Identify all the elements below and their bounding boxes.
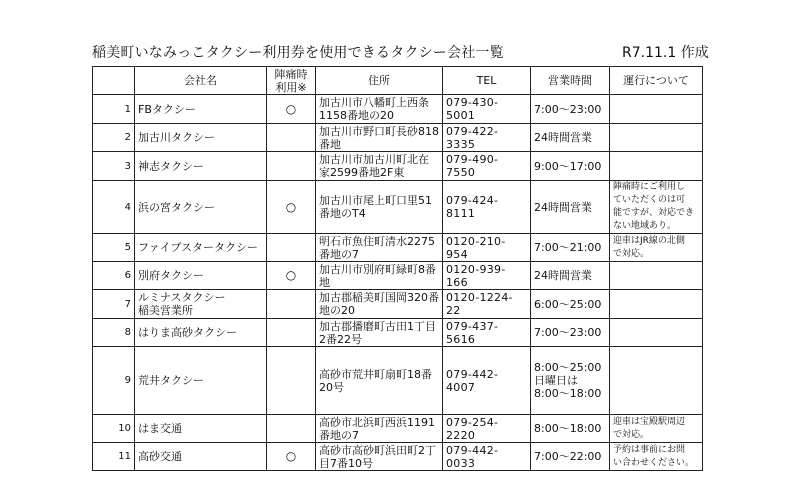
- company-address: 加古郡播磨町古田1丁目 2番22号: [316, 319, 443, 347]
- labor-use-mark: [267, 152, 316, 181]
- company-tel: 079-424-8111: [443, 181, 531, 234]
- header-hours: 営業時間: [531, 67, 610, 95]
- row-number: 5: [93, 234, 135, 262]
- row-number: 6: [93, 262, 135, 290]
- company-address: 明石市魚住町清水2275 番地の7: [316, 234, 443, 262]
- company-name: 荒井タクシー: [135, 347, 267, 415]
- company-name: 加古川タクシー: [135, 124, 267, 152]
- company-address: 加古郡稲美町国岡320番 地の20: [316, 290, 443, 319]
- row-number: 9: [93, 347, 135, 415]
- table-row: [93, 181, 703, 234]
- operation-note: [610, 319, 703, 347]
- labor-use-mark: [267, 415, 316, 443]
- business-hours: 24時間営業: [531, 124, 610, 152]
- company-name: 別府タクシー: [135, 262, 267, 290]
- labor-use-mark: [267, 124, 316, 152]
- table-row: [93, 152, 703, 181]
- company-name: ルミナスタクシー 稲美営業所: [135, 290, 267, 319]
- operation-note: [610, 152, 703, 181]
- row-number: 8: [93, 319, 135, 347]
- business-hours: 7:00～23:00: [531, 95, 610, 124]
- company-address: 高砂市荒井町扇町18番 20号: [316, 347, 443, 415]
- business-hours: 7:00～22:00: [531, 443, 610, 471]
- company-name: 高砂交通: [135, 443, 267, 471]
- company-address: 加古川市尾上町口里51 番地のT4: [316, 181, 443, 234]
- labor-use-mark: [267, 319, 316, 347]
- labor-use-mark: ○: [267, 443, 316, 471]
- labor-use-mark: [267, 347, 316, 415]
- business-hours: 9:00～17:00: [531, 152, 610, 181]
- row-number: 4: [93, 181, 135, 234]
- company-name: はま交通: [135, 415, 267, 443]
- company-address: 加古川市八幡町上西条 1158番地の20: [316, 95, 443, 124]
- row-number: 3: [93, 152, 135, 181]
- header-row: [93, 67, 703, 95]
- operation-note: [610, 290, 703, 319]
- header-note: 運行について: [610, 67, 703, 95]
- table-row: [93, 95, 703, 124]
- business-hours: 24時間営業: [531, 262, 610, 290]
- labor-use-mark: ○: [267, 262, 316, 290]
- labor-use-mark: ○: [267, 181, 316, 234]
- operation-note: 予約は事前にお問 い合わせください。: [610, 443, 703, 471]
- company-tel: 079-254-2220: [443, 415, 531, 443]
- table-row: [93, 290, 703, 319]
- business-hours: 7:00～21:00: [531, 234, 610, 262]
- company-tel: 079-437-5616: [443, 319, 531, 347]
- company-address: 加古川市加古川町北在 家2599番地2F東: [316, 152, 443, 181]
- operation-note: 迎車はJR線の北側 で対応。: [610, 234, 703, 262]
- company-tel: 0120-1224-22: [443, 290, 531, 319]
- company-name: 浜の宮タクシー: [135, 181, 267, 234]
- document-date: R7.11.1 作成: [622, 45, 709, 61]
- business-hours: 6:00～25:00: [531, 290, 610, 319]
- labor-use-mark: ○: [267, 95, 316, 124]
- row-number: 7: [93, 290, 135, 319]
- company-address: 加古川市別府町緑町8番 地: [316, 262, 443, 290]
- table-row: [93, 347, 703, 415]
- header-company: 会社名: [135, 67, 267, 95]
- labor-use-mark: [267, 234, 316, 262]
- company-tel: 079-430-5001: [443, 95, 531, 124]
- operation-note: 陣痛時にご利用し ていただくのは可 能ですが、対応でき ない地域あり。: [610, 181, 703, 234]
- company-name: FBタクシー: [135, 95, 267, 124]
- row-number: 11: [93, 443, 135, 471]
- table-row: [93, 443, 703, 471]
- header-tel: TEL: [443, 67, 531, 95]
- operation-note: [610, 124, 703, 152]
- table-row: [93, 319, 703, 347]
- company-name: 神志タクシー: [135, 152, 267, 181]
- company-tel: 079-422-3335: [443, 124, 531, 152]
- table-row: [93, 234, 703, 262]
- header-no: [93, 67, 135, 95]
- business-hours: 8:00～18:00: [531, 415, 610, 443]
- business-hours: 7:00～23:00: [531, 319, 610, 347]
- operation-note: 迎車は宝殿駅周辺 で対応。: [610, 415, 703, 443]
- operation-note: [610, 347, 703, 415]
- company-address: 高砂市北浜町西浜1191 番地の7: [316, 415, 443, 443]
- row-number: 2: [93, 124, 135, 152]
- company-name: はりま高砂タクシー: [135, 319, 267, 347]
- table-row: [93, 415, 703, 443]
- company-tel: 079-442-4007: [443, 347, 531, 415]
- operation-note: [610, 262, 703, 290]
- business-hours: 24時間営業: [531, 181, 610, 234]
- company-address: 高砂市高砂町浜田町2丁 目7番10号: [316, 443, 443, 471]
- company-tel: 079-490-7550: [443, 152, 531, 181]
- header-address: 住所: [316, 67, 443, 95]
- table-row: [93, 124, 703, 152]
- company-tel: 079-442-0033: [443, 443, 531, 471]
- table-row: [93, 262, 703, 290]
- row-number: 1: [93, 95, 135, 124]
- company-tel: 0120-939-166: [443, 262, 531, 290]
- taxi-company-table: [92, 66, 703, 471]
- company-name: ファイブスタータクシー: [135, 234, 267, 262]
- company-address: 加古川市野口町長砂818 番地: [316, 124, 443, 152]
- header-mark: 陣痛時 利用※: [267, 67, 316, 95]
- business-hours: 8:00～25:00 日曜日は 8:00～18:00: [531, 347, 610, 415]
- company-tel: 0120-210-954: [443, 234, 531, 262]
- operation-note: [610, 95, 703, 124]
- labor-use-mark: [267, 290, 316, 319]
- document-title: 稲美町いなみっこタクシー利用券を使用できるタクシー会社一覧: [92, 45, 504, 61]
- row-number: 10: [93, 415, 135, 443]
